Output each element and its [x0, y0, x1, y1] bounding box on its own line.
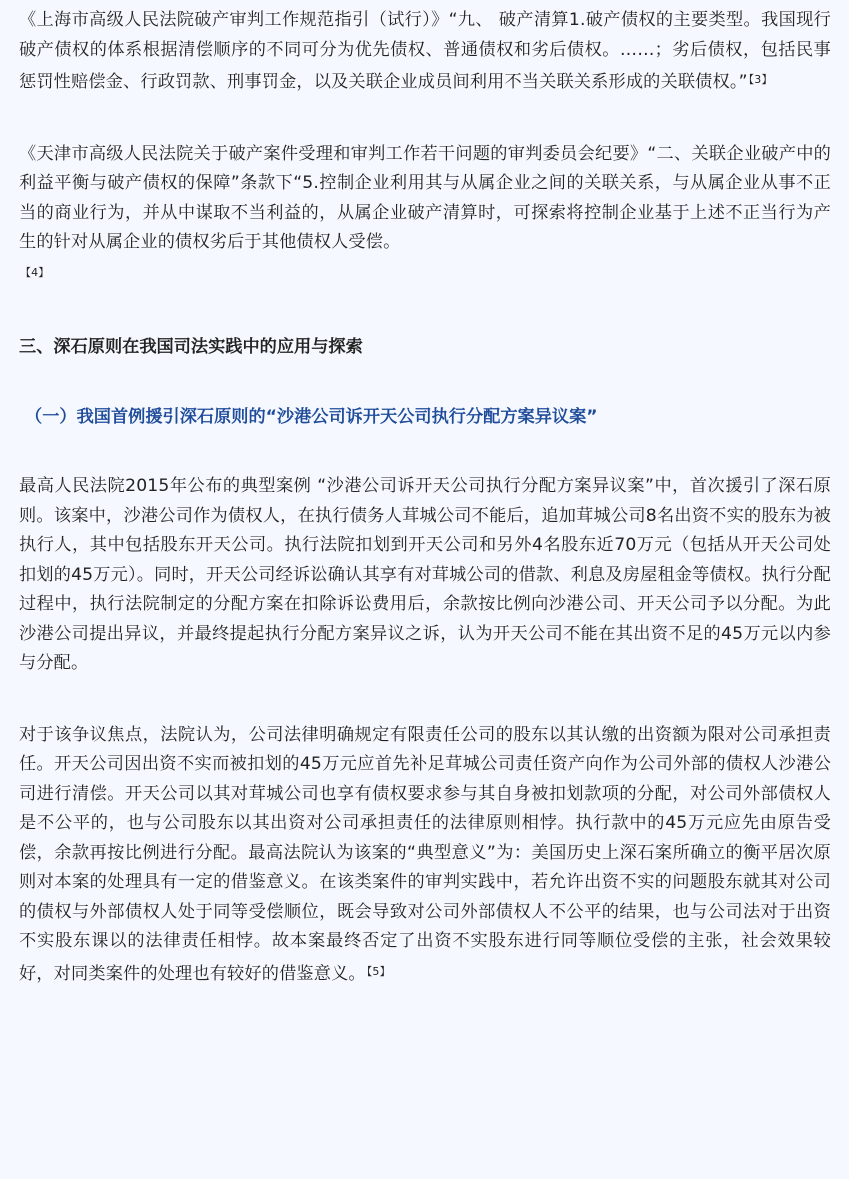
paragraph-spacer: [19, 362, 831, 402]
paragraph-tianjin-minutes: [19, 140, 831, 291]
paragraph-case-summary: [19, 472, 831, 679]
footnote-ref-3[interactable]: 【3】: [748, 73, 773, 86]
section-heading: 三、深石原则在我国司法实践中的应用与探索: [19, 337, 363, 357]
paragraph-text: 《天津市高级人民法院关于破产案件受理和审判工作若干问题的审判委员会纪要》“二、关联企业破产中的利益平衡与破产债权的保障”条款下“5.控制企业利用其与从属企业之间的关联关系，与从属企业从事不正当的商业行为，并从中谋取不当利益的，从属企业破产清算时，可探索将控制企业基于上述不正当行为产生的针对从属企业的债权劣后于其他债权人受偿。: [19, 143, 831, 252]
footnote-ref-4[interactable]: 【4】: [20, 265, 50, 279]
paragraph-text: 《上海市高级人民法院破产审判工作规范指引（试行）》“九、 破产清算1.破产债权的主要类型。我国现行破产债权的体系根据清偿顺序的不同可分为优先债权、普通债权和劣后债权。……；劣后债权，包括民事惩罚性赔偿金、行政罚款、刑事罚金，以及关联企业成员间利用不当关联关系形成的关联债权。”: [19, 10, 831, 92]
paragraph-court-opinion: [19, 721, 831, 990]
sub-heading: （一）我国首例援引深石原则的“沙港公司诉开天公司执行分配方案异议案”: [25, 407, 598, 427]
paragraph-text: 对于该争议焦点，法院认为，公司法律明确规定有限责任公司的股东以其认缴的出资额为限对公司承担责任。开天公司因出资不实而被扣划的45万元应首先补足茸城公司责任资产向作为公司外部的债权人沙港公司进行清偿。开天公司以其对茸城公司也享有债权要求参与其自身被扣划款项的分配，对公司外部债权人是不公平的，也与公司股东以其出资对公司承担责任的法律原则相悖。执行款中的45万元应先由原告受偿，余款再按比例进行分配。最高法院认为该案的“典型意义”为：美国历史上深石案所确立的衡平居次原则对本案的处理具有一定的借鉴意义。在该类案件的审判实践中，若允许出资不实的问题股东就其对公司的债权与外部债权人处于同等受偿顺位，既会导致对公司外部债权人不公平的结果，也与公司法对于出资不实股东课以的法律责任相悖。故本案最终否定了出资不实股东进行同等顺位受偿的主张，社会效果较好，对同类案件的处理也有较好的借鉴意义。: [19, 724, 831, 984]
paragraph-spacer: [19, 679, 831, 721]
paragraph-spacer: [19, 432, 831, 472]
footnote-ref-5[interactable]: 【5】: [366, 964, 391, 978]
paragraph-text: 最高人民法院2015年公布的典型案例 “沙港公司诉开天公司执行分配方案异议案”中，首次援引了深石原则。该案中，沙港公司作为债权人，在执行债务人茸城公司不能后，追加茸城公司8名出资不实的股东为被执行人，其中包括股东开天公司。执行法院扣划到开天公司和另外4名股东近70万元（包括从开天公司处扣划的45万元）。同时，开天公司经诉讼确认其享有对茸城公司的借款、利息及房屋租金等债权。执行分配过程中，执行法院制定的分配方案在扣除诉讼费用后，余款按比例向沙港公司、开天公司予以分配。为此沙港公司提出异议，并最终提起执行分配方案异议之诉，认为开天公司不能在其出资不足的45万元以内参与分配。: [19, 476, 831, 673]
paragraph-spacer: [19, 290, 831, 332]
paragraph-shanghai-guideline: [19, 6, 831, 98]
paragraph-spacer: [19, 98, 831, 140]
